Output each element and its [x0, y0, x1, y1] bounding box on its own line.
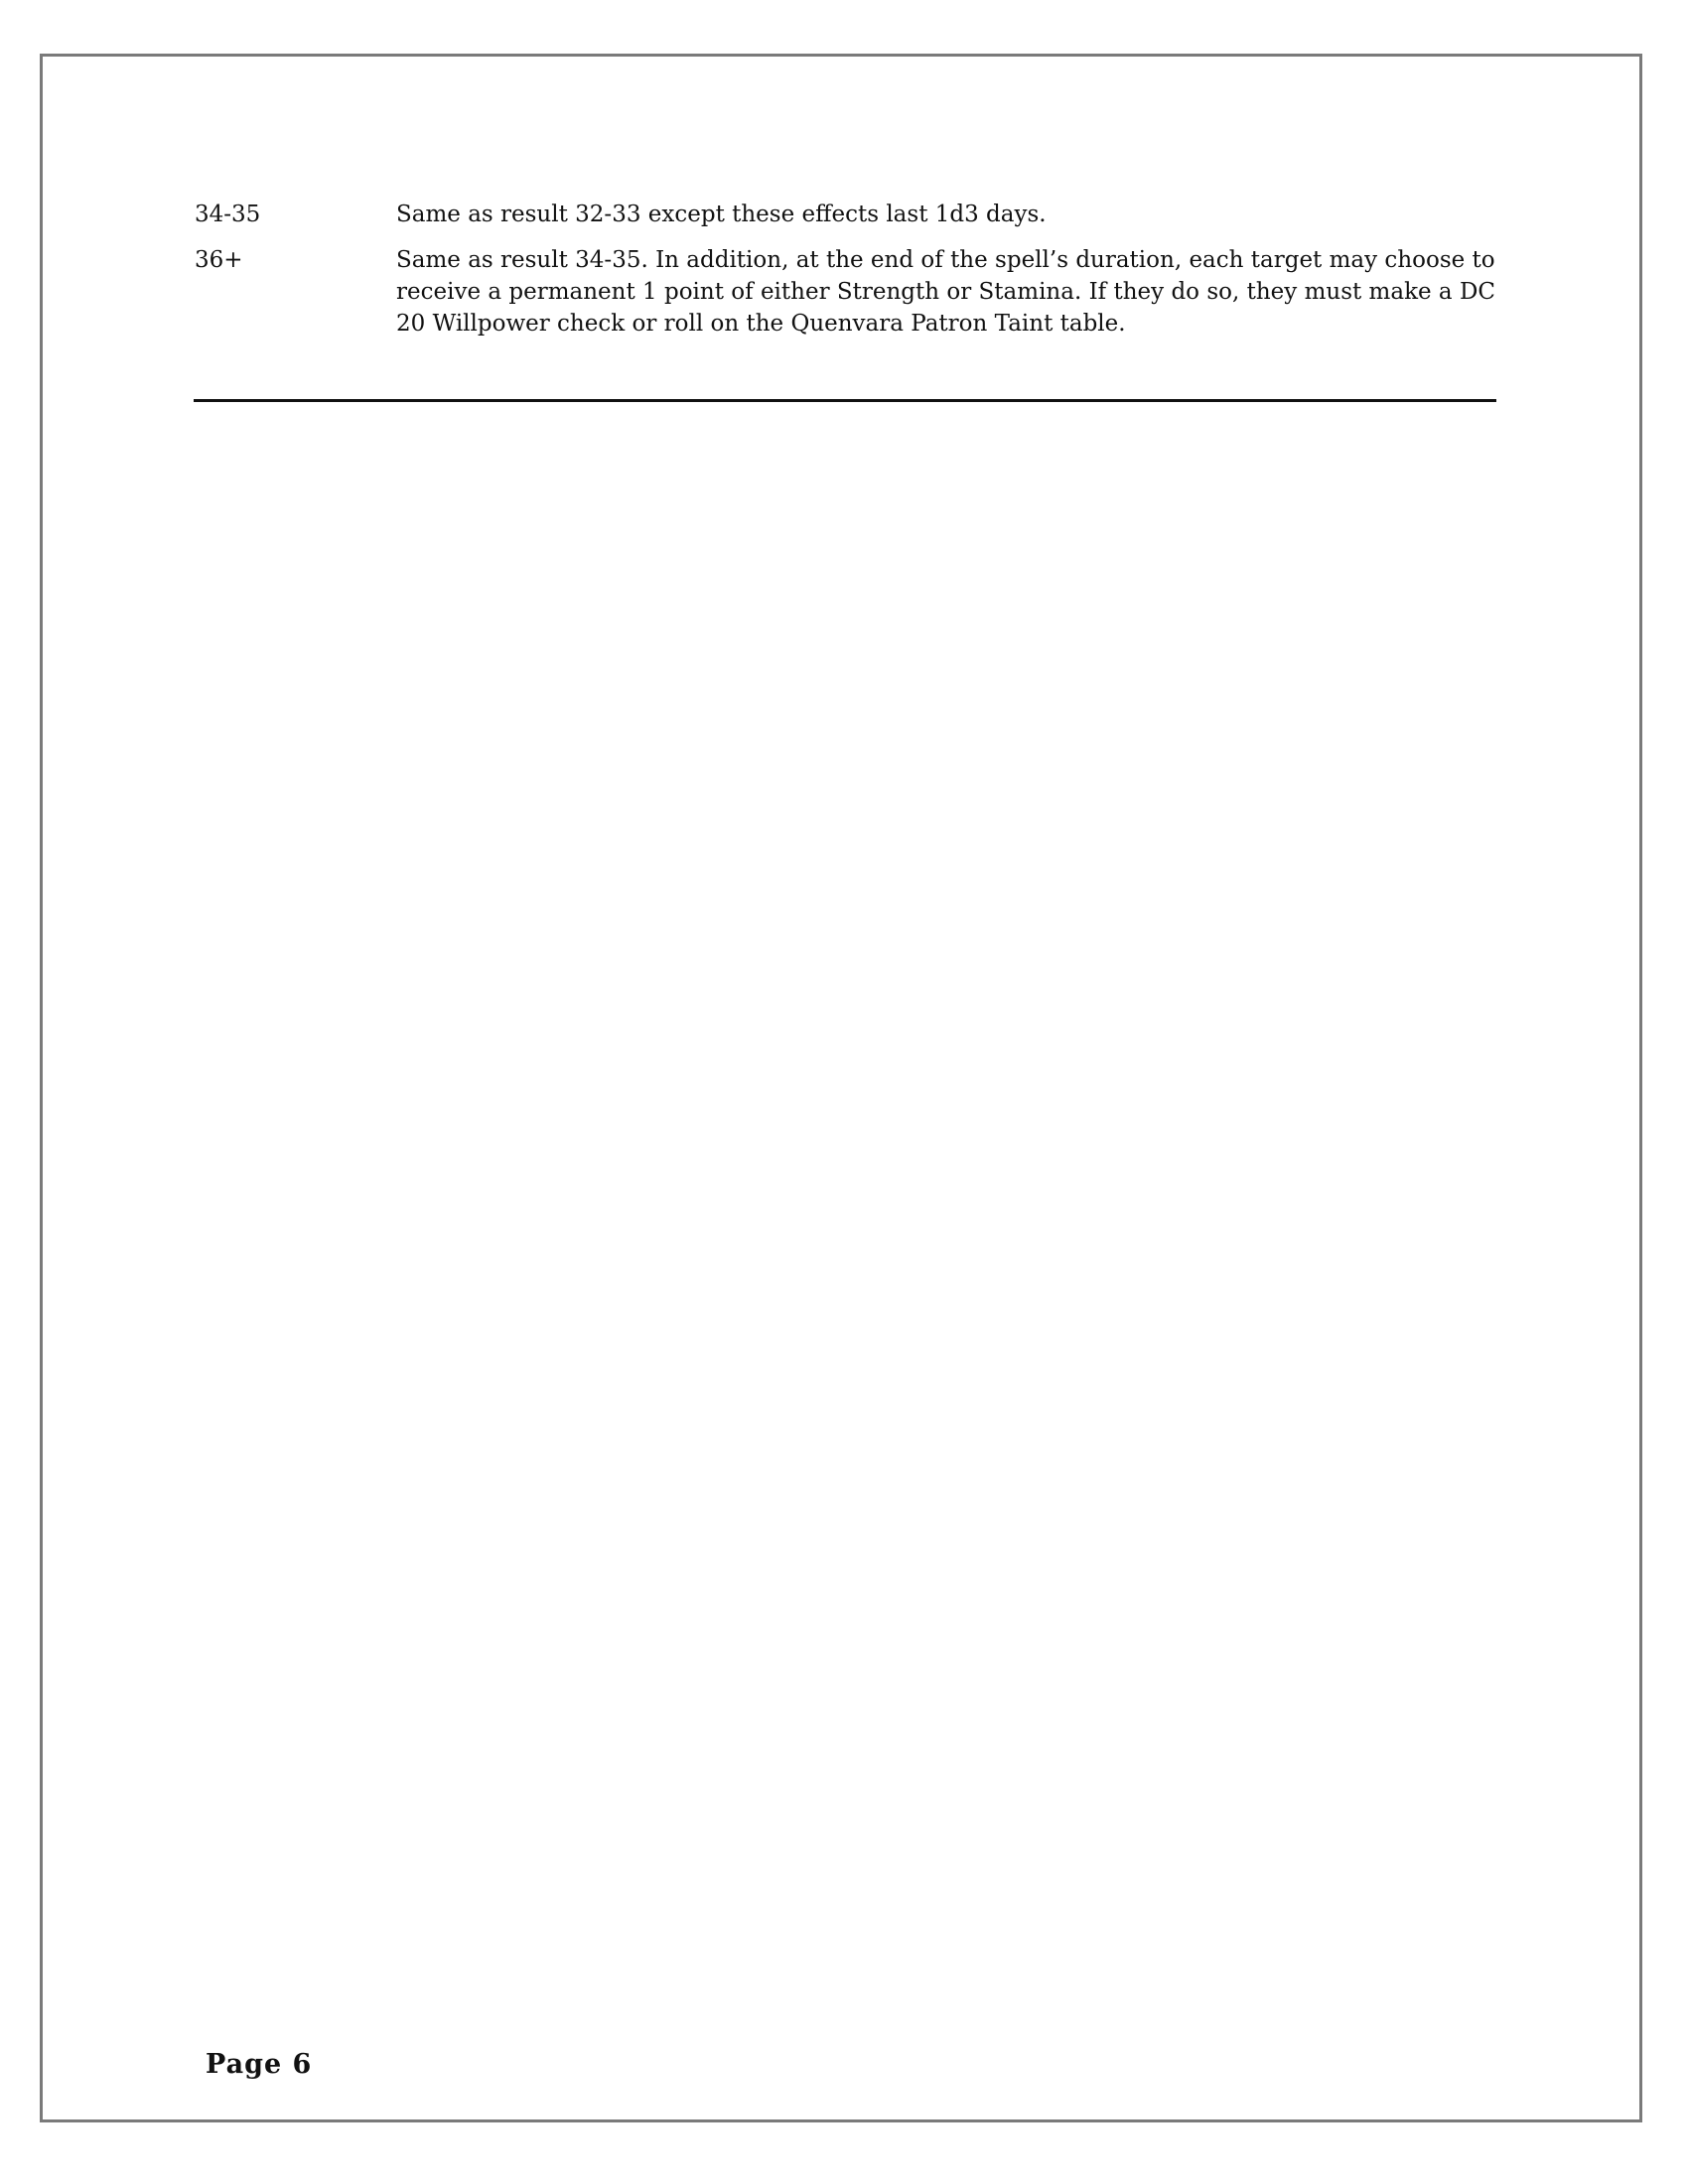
result-row	[195, 244, 1495, 340]
section-divider	[194, 399, 1496, 402]
page-number: Page 6	[206, 2049, 313, 2080]
result-row	[195, 199, 1495, 230]
spell-results-table	[195, 199, 1495, 353]
result-roll: 36+	[195, 247, 243, 273]
page-border	[40, 54, 1642, 2122]
result-description: Same as result 34-35. In addition, at the end of the spell’s duration, each target may choose to receive a permanent 1 point of either Strength or Stamina. If they do so, they must make a DC 20 Willpower check or roll on the Quenvara Patron Taint table.	[396, 247, 1495, 337]
result-roll: 34-35	[195, 202, 261, 227]
result-description: Same as result 32-33 except these effects last 1d3 days.	[396, 202, 1047, 227]
